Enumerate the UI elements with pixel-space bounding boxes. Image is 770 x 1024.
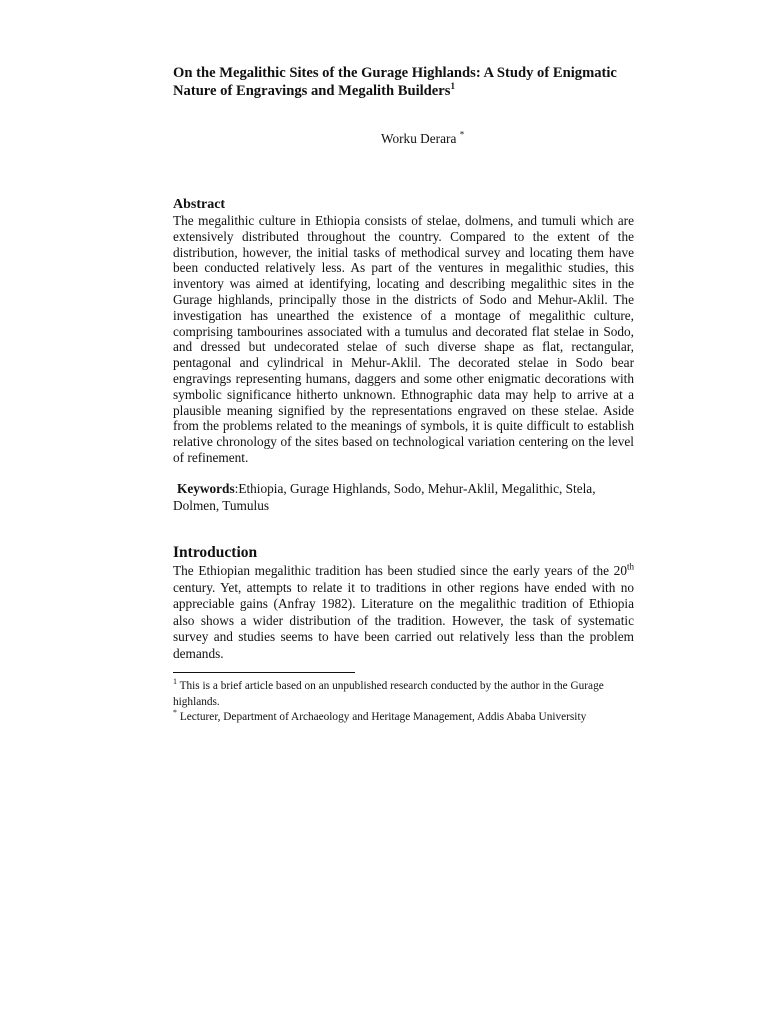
intro-ordinal-sup: th (626, 561, 634, 572)
abstract-text: The megalithic culture in Ethiopia consists of stelae, dolmens, and tumuli which are extensively distributed throughout the country. Compared to the extent of the distribution, however, the initial tasks of methodical survey and locating them have been conducted relatively less. As part of the ventures in megalithic studies, this inventory was aimed at identifying, locating and describing megalithic sites in the Gurage highlands, principally those in the districts of Sodo and Mehur-Aklil. The investigation has unearthed the existence of a montage of megalithic culture, comprising tambourines associated with a tumulus and decorated flat stelae in Sodo, and dressed but undecorated stelae of such diverse shape as flat, rectangular, pentagonal and cylindrical in Mehur-Aklil. The decorated stelae in Sodo bear engravings representing humans, daggers and some other enigmatic decorations with symbolic significance hitherto unknown. Ethnographic data may help to arrive at a plausible meaning signified by the representations engraved on these stelae. Aside from the problems related to the meanings of symbols, it is quite difficult to establish relative chronology of the sites based on technological variation centering on the level of refinement. (173, 213, 634, 465)
intro-text-part-2: century. Yet, attempts to relate it to traditions in other regions have ended with no appreciable gains (Anfray 1982). Literature on the megalithic tradition of Ethiopia also shows a wider distribution of the tradition. However, the task of systematic survey and studies seems to have been carried out relatively less than the problem demands. (173, 579, 634, 661)
title-line-2: Nature of Engravings and Megalith Builders (173, 83, 451, 99)
footnote-divider (173, 672, 355, 673)
introduction-text (173, 563, 634, 662)
title-footnote-mark: 1 (450, 81, 455, 92)
paper-title (173, 64, 643, 100)
footnotes (173, 679, 634, 726)
keywords-line (173, 480, 634, 514)
keywords-text: :Ethiopia, Gurage Highlands, Sodo, Mehur-Aklil, Megalithic, Stela, Dolmen, Tumulus (173, 481, 596, 513)
footnote-2-text: Lecturer, Department of Archaeology and Heritage Management, Addis Ababa University (177, 711, 587, 723)
title-line-1: On the Megalithic Sites of the Gurage Highlands: A Study of Enigmatic (173, 65, 617, 81)
footnote-1 (173, 679, 634, 710)
intro-text-part-1: The Ethiopian megalithic tradition has been studied since the early years of the 20 (173, 563, 627, 578)
footnote-1-text: This is a brief article based on an unpublished research conducted by the author in the Gurage highlands. (173, 680, 604, 708)
introduction-heading: Introduction (173, 544, 258, 561)
author-footnote-mark: * (459, 129, 465, 140)
footnote-2-mark: * (173, 708, 177, 718)
footnote-2 (173, 710, 634, 726)
footnote-1-mark: 1 (173, 677, 177, 687)
keywords-label: Keywords (177, 481, 235, 496)
author-name: Worku Derara (381, 131, 457, 146)
abstract-heading: Abstract (173, 197, 226, 212)
author-line (381, 131, 464, 147)
